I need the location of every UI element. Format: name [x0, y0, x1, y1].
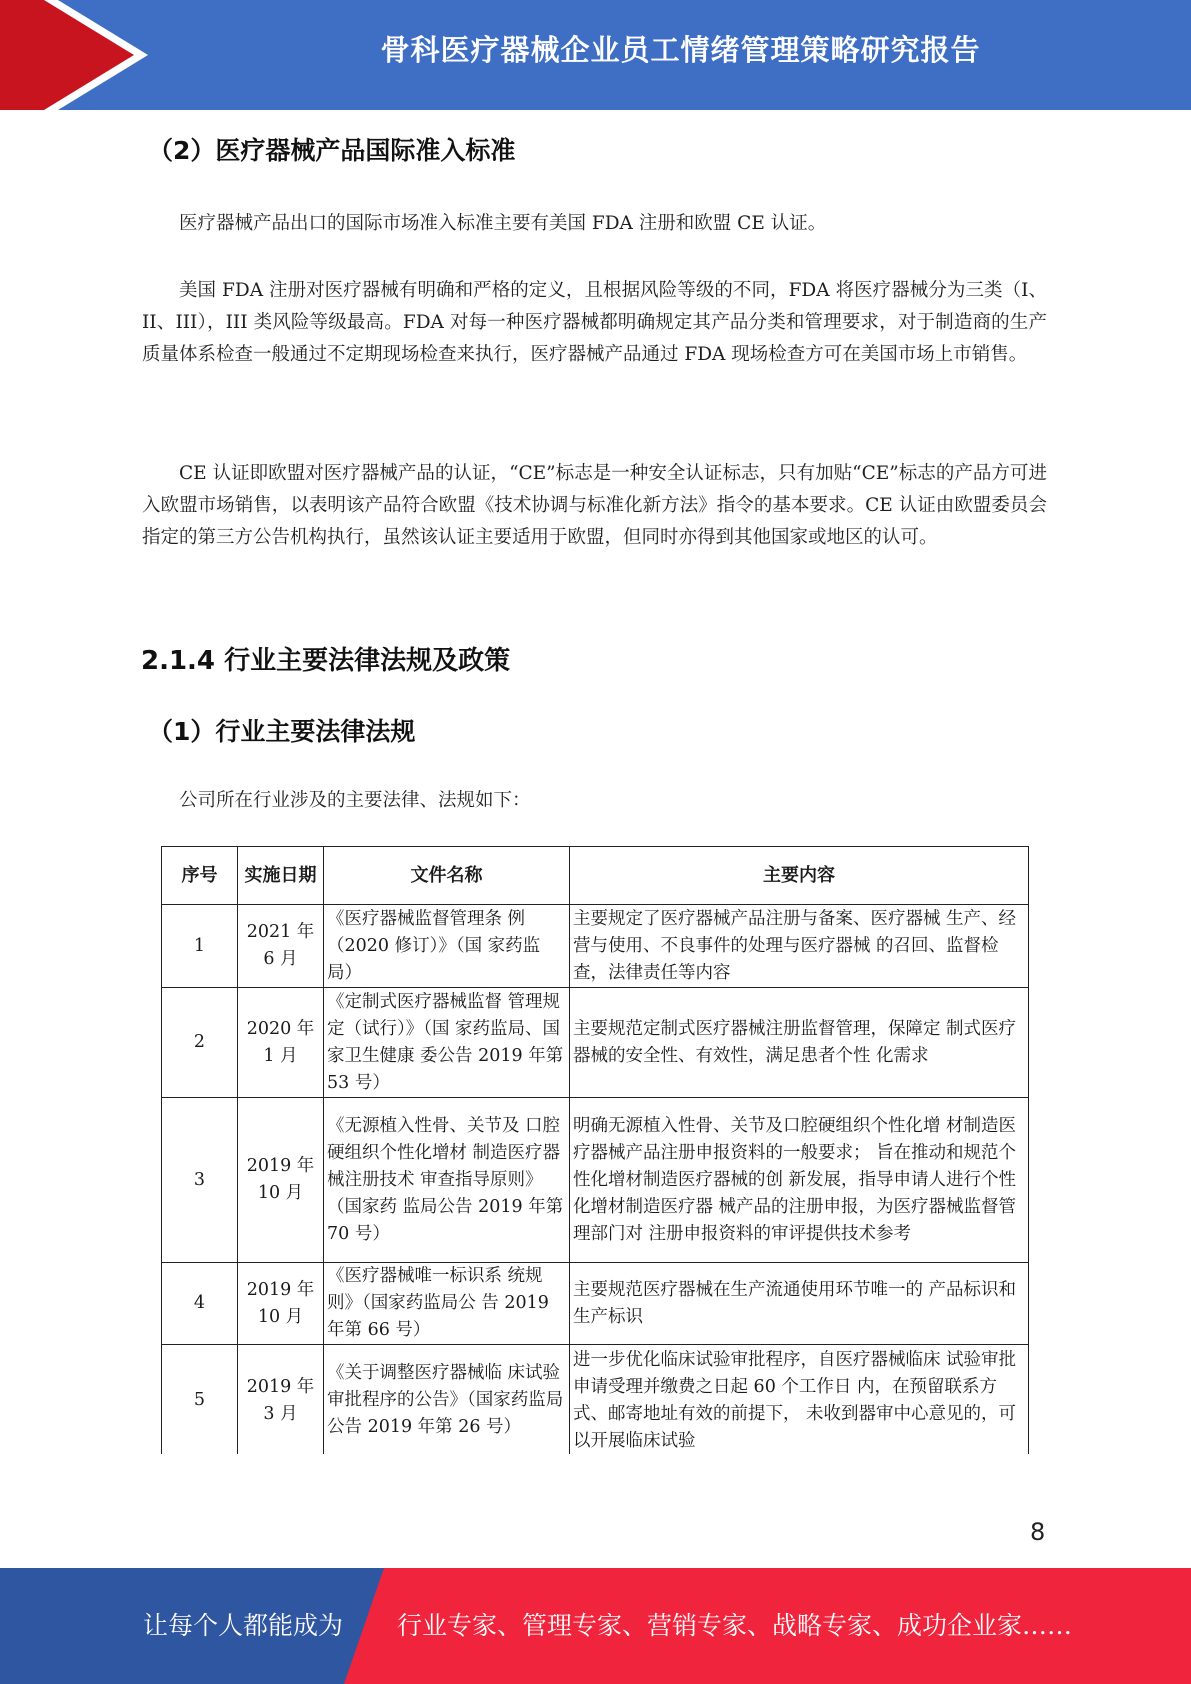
header-chevron-decoration: [0, 0, 160, 110]
paragraph-fda: 美国 FDA 注册对医疗器械有明确和严格的定义，且根据风险等级的不同，FDA 将医疗器械分为三类（I、II、III），III 类风险等级最高。FDA 对每一种医疗器械都明确规定其产品分类和管理要求，对于制造商的生产质量体系检查一般通过不定期现场检查来执行，医疗器械产品通过 FDA 现场检查方可在美国市场上市销售。: [142, 280, 1047, 365]
table-row: [162, 1345, 1029, 1455]
section-heading-laws-policies: 2.1.4 行业主要法律法规及政策: [141, 646, 511, 676]
header-content: 主要内容: [570, 847, 1029, 905]
table-header-row: [162, 847, 1029, 905]
cell-doc-name: 《无源植入性骨、关节及 口腔硬组织个性化增材 制造医疗器械注册技术 审查指导原则》（国家药 监局公告 2019 年第 70 号）: [324, 1098, 570, 1263]
cell-content: 主要规范医疗器械在生产流通使用环节唯一的 产品标识和生产标识: [570, 1263, 1029, 1345]
cell-content: 明确无源植入性骨、关节及口腔硬组织个性化增 材制造医疗器械产品注册申报资料的一般要求； 旨在推动和规范个性化增材制造医疗器械的创 新发展，指导申请人进行个性化增材制造医疗器 械产品的注册申报，为医疗器械监督管理部门对 注册申报资料的审评提供技术参考: [570, 1098, 1029, 1263]
cell-date: 2019 年 10 月: [238, 1098, 324, 1263]
cell-doc-name: 《关于调整医疗器械临 床试验审批程序的公告》（国家药监局公告 2019 年第 26 号）: [324, 1345, 570, 1455]
table-row: [162, 988, 1029, 1098]
header-no: 序号: [162, 847, 238, 905]
section-heading-laws: （1）行业主要法律法规: [148, 717, 416, 746]
page-number: 8: [1030, 1518, 1046, 1546]
table-row: [162, 1263, 1029, 1345]
cell-doc-name: 《医疗器械唯一标识系 统规则》（国家药监局公 告 2019 年第 66 号）: [324, 1263, 570, 1345]
cell-doc-name: 《医疗器械监督管理条 例（2020 修订）》（国 家药监局）: [324, 905, 570, 988]
table-row: [162, 905, 1029, 988]
footer-slogan-left: 让每个人都能成为: [143, 1611, 344, 1640]
cell-date: 2019 年 3 月: [238, 1345, 324, 1455]
laws-table-container: [161, 846, 1029, 1454]
cell-content: 主要规定了医疗器械产品注册与备案、医疗器械 生产、经营与使用、不良事件的处理与医疗器械 的召回、监督检查，法律责任等内容: [570, 905, 1029, 988]
page-header: [0, 0, 1191, 110]
table-row: [162, 1098, 1029, 1263]
cell-date: 2019 年 10 月: [238, 1263, 324, 1345]
cell-no: 4: [162, 1263, 238, 1345]
paragraph-ce: CE 认证即欧盟对医疗器械产品的认证，“CE”标志是一种安全认证标志，只有加贴“CE”标志的产品方可进入欧盟市场销售，以表明该产品符合欧盟《技术协调与标准化新方法》指令的基本要求。CE 认证由欧盟委员会指定的第三方公告机构执行，虽然该认证主要适用于欧盟，但同时亦得到其他国家或地区的认可。: [142, 463, 1047, 548]
cell-no: 3: [162, 1098, 238, 1263]
cell-content: 主要规范定制式医疗器械注册监督管理，保障定 制式医疗器械的安全性、有效性，满足患者个性 化需求: [570, 988, 1029, 1098]
paragraph-intl-standards-intro: 医疗器械产品出口的国际市场准入标准主要有美国 FDA 注册和欧盟 CE 认证。: [179, 213, 827, 234]
cell-doc-name: 《定制式医疗器械监督 管理规定（试行）》（国 家药监局、国家卫生健康 委公告 2019 年第 53 号）: [324, 988, 570, 1098]
footer-slogan-right: 行业专家、管理专家、营销专家、战略专家、成功企业家……: [397, 1611, 1073, 1640]
paragraph-laws-intro: 公司所在行业涉及的主要法律、法规如下：: [179, 790, 531, 811]
cell-date: 2021 年 6 月: [238, 905, 324, 988]
page-footer: [0, 1568, 1191, 1684]
cell-no: 2: [162, 988, 238, 1098]
cell-content: 进一步优化临床试验审批程序，自医疗器械临床 试验审批申请受理并缴费之日起 60 个工作日 内，在预留联系方式、邮寄地址有效的前提下， 未收到器审中心意见的，可以开展临床试验: [570, 1345, 1029, 1455]
cell-no: 1: [162, 905, 238, 988]
cell-date: 2020 年 1 月: [238, 988, 324, 1098]
cell-no: 5: [162, 1345, 238, 1455]
section-heading-intl-standards: （2）医疗器械产品国际准入标准: [148, 136, 516, 165]
report-title: 骨科医疗器械企业员工情绪管理策略研究报告: [380, 33, 981, 67]
laws-table: [161, 846, 1029, 1454]
header-doc-name: 文件名称: [324, 847, 570, 905]
header-date: 实施日期: [238, 847, 324, 905]
